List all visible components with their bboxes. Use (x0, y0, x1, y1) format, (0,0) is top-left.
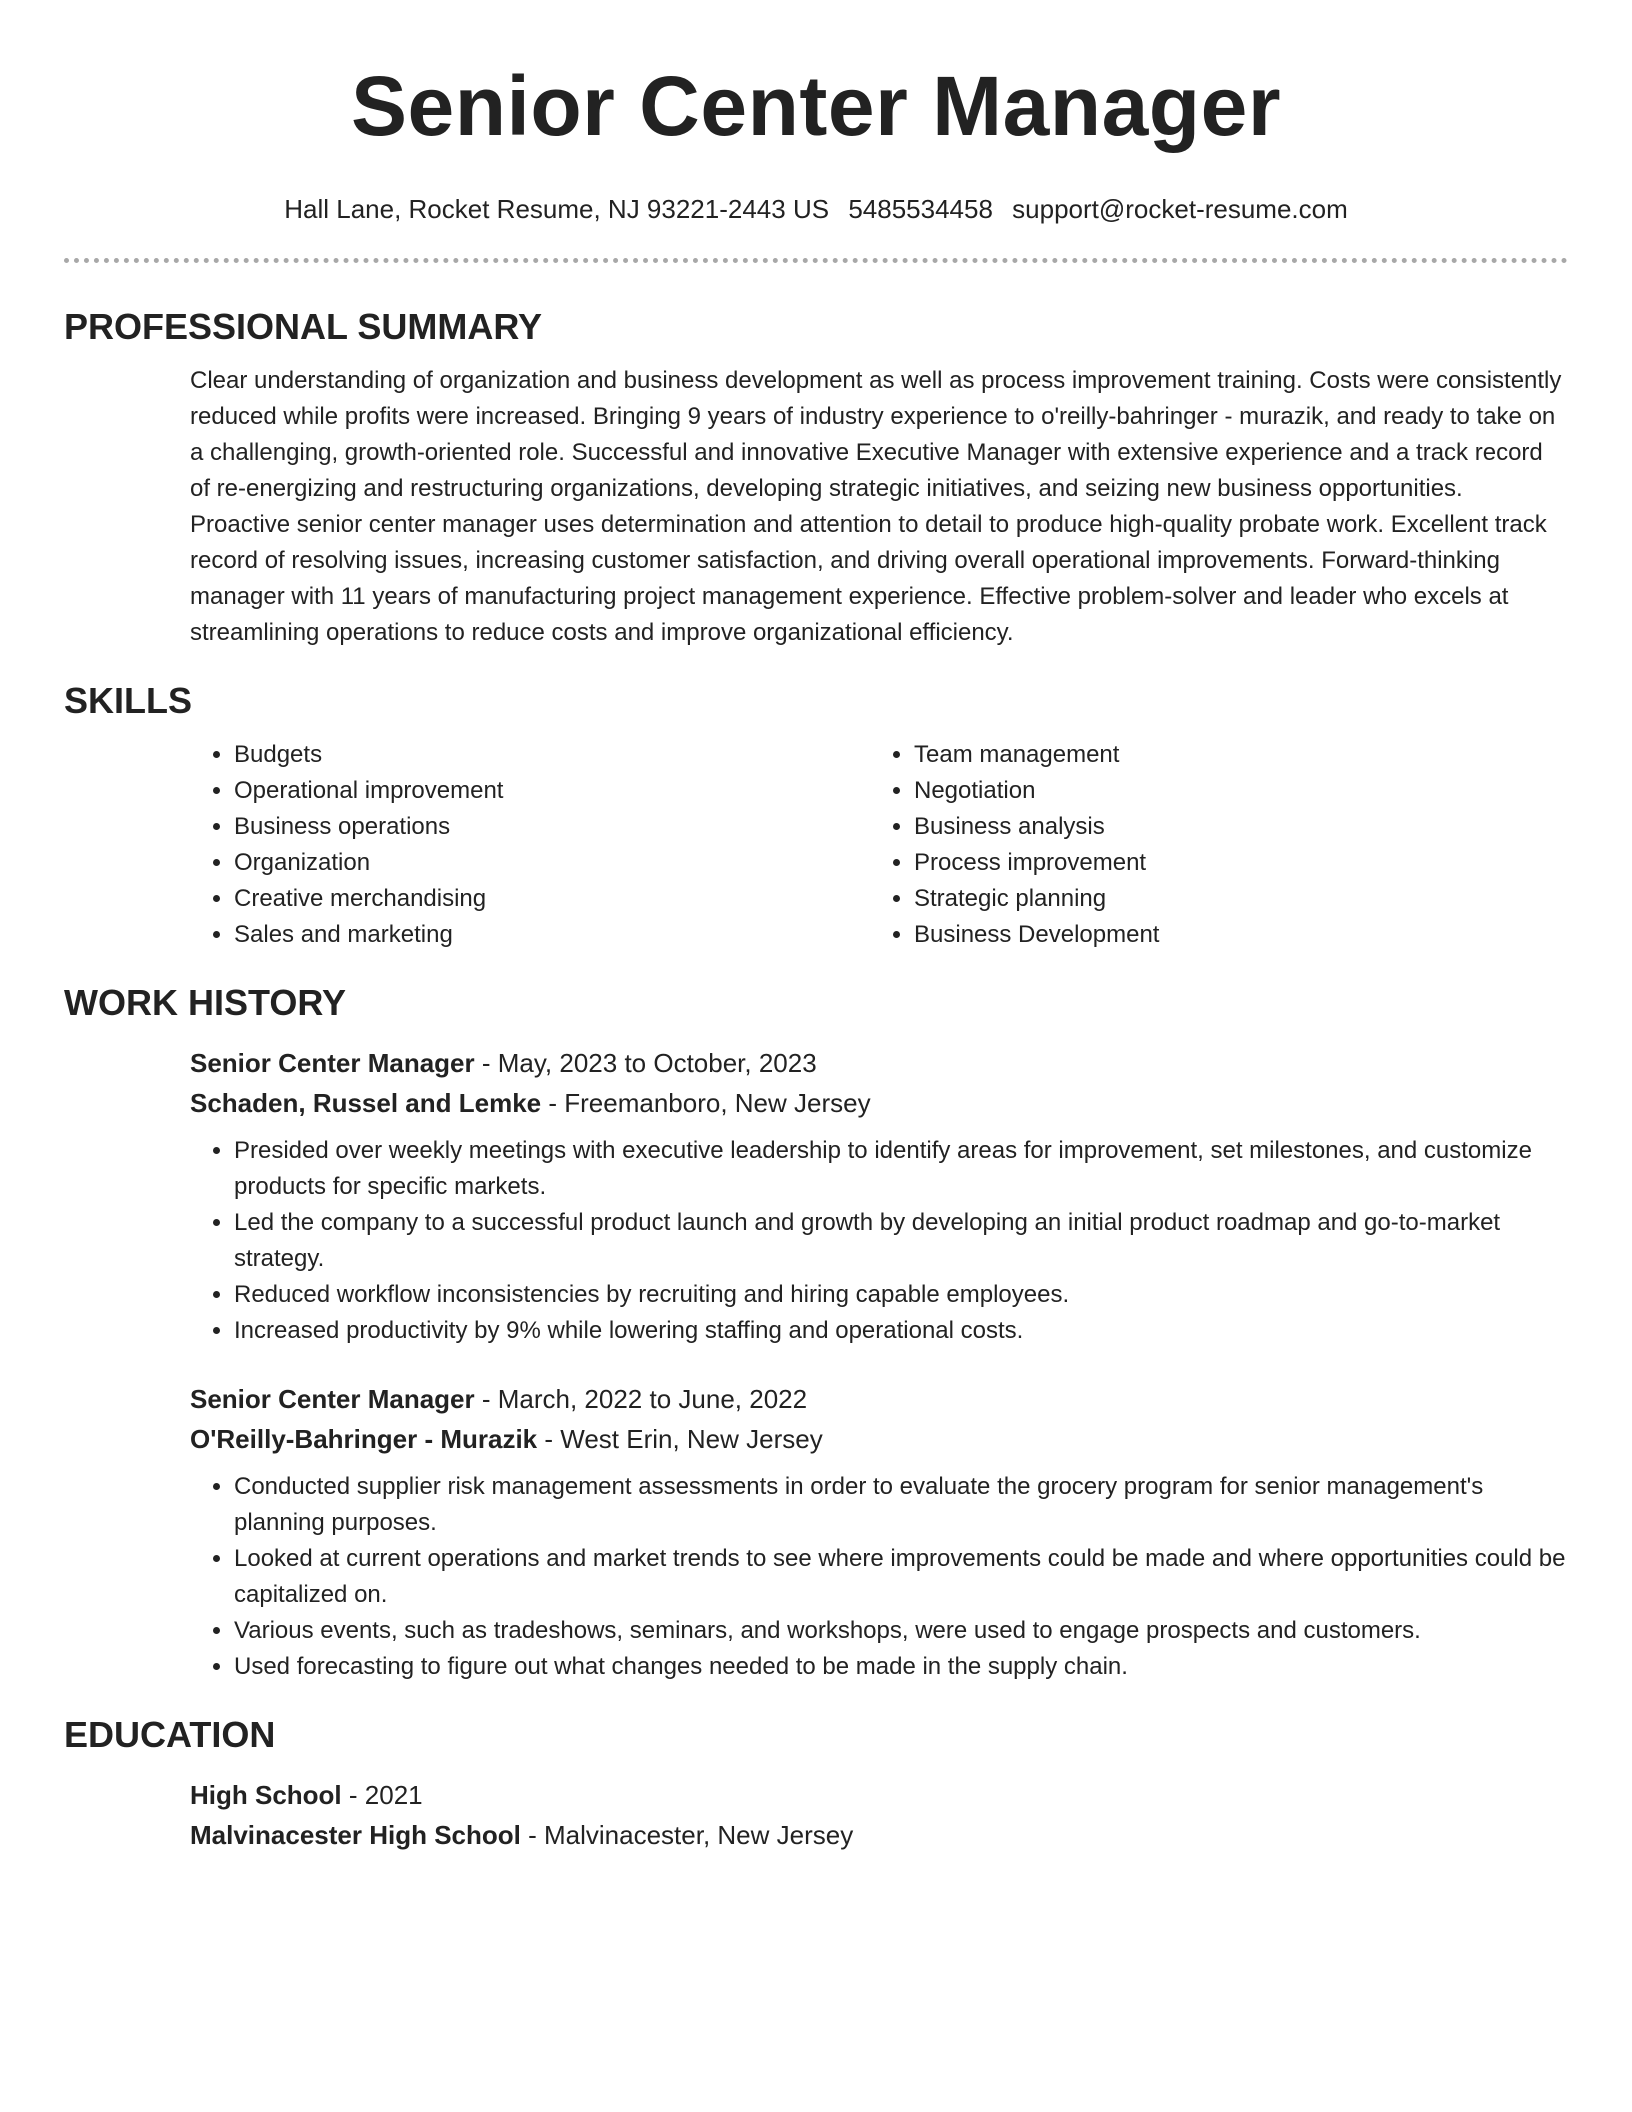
job-company-line (190, 1083, 1568, 1123)
contact-phone: 5485534458 (848, 194, 993, 224)
job-title: Senior Center Manager (190, 1048, 475, 1078)
candidate-name: Senior Center Manager (350, 59, 1282, 153)
skills-columns (64, 737, 1568, 953)
section-title-work-history: WORK HISTORY (64, 982, 347, 1023)
skills-section (64, 679, 1568, 953)
skill-item: • Business analysis (914, 809, 1550, 845)
job-bullet: • Presided over weekly meetings with executive leadership to identify areas for improvement, set milestones, and customize products for specific markets. (234, 1133, 1568, 1205)
skill-item: • Organization (234, 845, 870, 881)
education-school-line (190, 1815, 1568, 1855)
job-bullets (190, 1133, 1568, 1349)
job-entry (64, 1043, 1568, 1349)
job-bullet: • Reduced workflow inconsistencies by recruiting and hiring capable employees. (234, 1277, 1568, 1313)
contact-line (64, 192, 1568, 226)
job-bullet: • Looked at current operations and market trends to see where improvements could be made and where opportunities could be capitalized on. (234, 1541, 1568, 1613)
education-degree-line (190, 1775, 1568, 1815)
job-title: Senior Center Manager (190, 1384, 475, 1414)
skills-column-right (870, 737, 1550, 953)
skills-list-right (870, 737, 1550, 953)
skill-item: • Business Development (914, 917, 1550, 953)
education-school: Malvinacester High School (190, 1820, 521, 1850)
professional-summary-section (64, 305, 1568, 651)
job-bullet: • Conducted supplier risk management assessments in order to evaluate the grocery program for senior management's planning purposes. (234, 1469, 1568, 1541)
skills-column-left (190, 737, 870, 953)
job-bullet: • Led the company to a successful product launch and growth by developing an initial product roadmap and go-to-market strategy. (234, 1205, 1568, 1277)
skill-item: • Operational improvement (234, 773, 870, 809)
job-dates: - May, 2023 to October, 2023 (474, 1048, 817, 1078)
section-title-summary: PROFESSIONAL SUMMARY (64, 306, 543, 347)
education-entry (64, 1775, 1568, 1855)
education-degree: High School (190, 1780, 342, 1810)
skill-item: • Business operations (234, 809, 870, 845)
section-title-education: EDUCATION (64, 1714, 276, 1755)
skill-item: • Creative merchandising (234, 881, 870, 917)
work-history-section (64, 981, 1568, 1685)
skill-item: • Strategic planning (914, 881, 1550, 917)
contact-email: support@rocket-resume.com (1012, 194, 1348, 224)
job-entry (64, 1379, 1568, 1685)
job-title-line (190, 1043, 1568, 1083)
job-company-line (190, 1419, 1568, 1459)
job-bullet: • Increased productivity by 9% while lowering staffing and operational costs. (234, 1313, 1568, 1349)
job-bullet: • Various events, such as tradeshows, seminars, and workshops, were used to engage prospects and customers. (234, 1613, 1568, 1649)
job-dates: - March, 2022 to June, 2022 (474, 1384, 808, 1414)
education-year: - 2021 (341, 1780, 423, 1810)
skill-item: • Negotiation (914, 773, 1550, 809)
job-company: O'Reilly-Bahringer - Murazik (190, 1424, 538, 1454)
header-divider (64, 258, 1568, 263)
job-bullet: • Used forecasting to figure out what changes needed to be made in the supply chain. (234, 1649, 1568, 1685)
skill-item: • Process improvement (914, 845, 1550, 881)
summary-text: Clear understanding of organization and business development as well as process improvement training. Costs were consistently reduced while profits were increased. Bringing 9 years of industry experience to o'reilly-bahringer - murazik, and ready to take on a challenging, growth-oriented role. Successful and innovative Executive Manager with extensive experience and a track record of re-energizing and restructuring organizations, developing strategic initiatives, and seizing new business opportunities. Proactive senior center manager uses determination and attention to detail to produce high-quality probate work. Excellent track record of resolving issues, increasing customer satisfaction, and driving overall operational improvements. Forward-thinking manager with 11 years of manufacturing project management experience. Effective problem-solver and leader who excels at streamlining operations to reduce costs and improve organizational efficiency. (190, 367, 1562, 646)
resume-header (64, 0, 1568, 226)
education-section (64, 1713, 1568, 1855)
section-title-skills: SKILLS (64, 680, 193, 721)
education-location: - Malvinacester, New Jersey (520, 1820, 854, 1850)
job-location: - Freemanboro, New Jersey (541, 1088, 871, 1118)
skill-item: • Sales and marketing (234, 917, 870, 953)
contact-address: Hall Lane, Rocket Resume, NJ 93221-2443 US (284, 194, 830, 224)
job-title-line (190, 1379, 1568, 1419)
job-bullets (190, 1469, 1568, 1685)
skill-item: • Budgets (234, 737, 870, 773)
skills-list-left (190, 737, 870, 953)
job-company: Schaden, Russel and Lemke (190, 1088, 542, 1118)
job-location: - West Erin, New Jersey (537, 1424, 823, 1454)
skill-item: • Team management (914, 737, 1550, 773)
